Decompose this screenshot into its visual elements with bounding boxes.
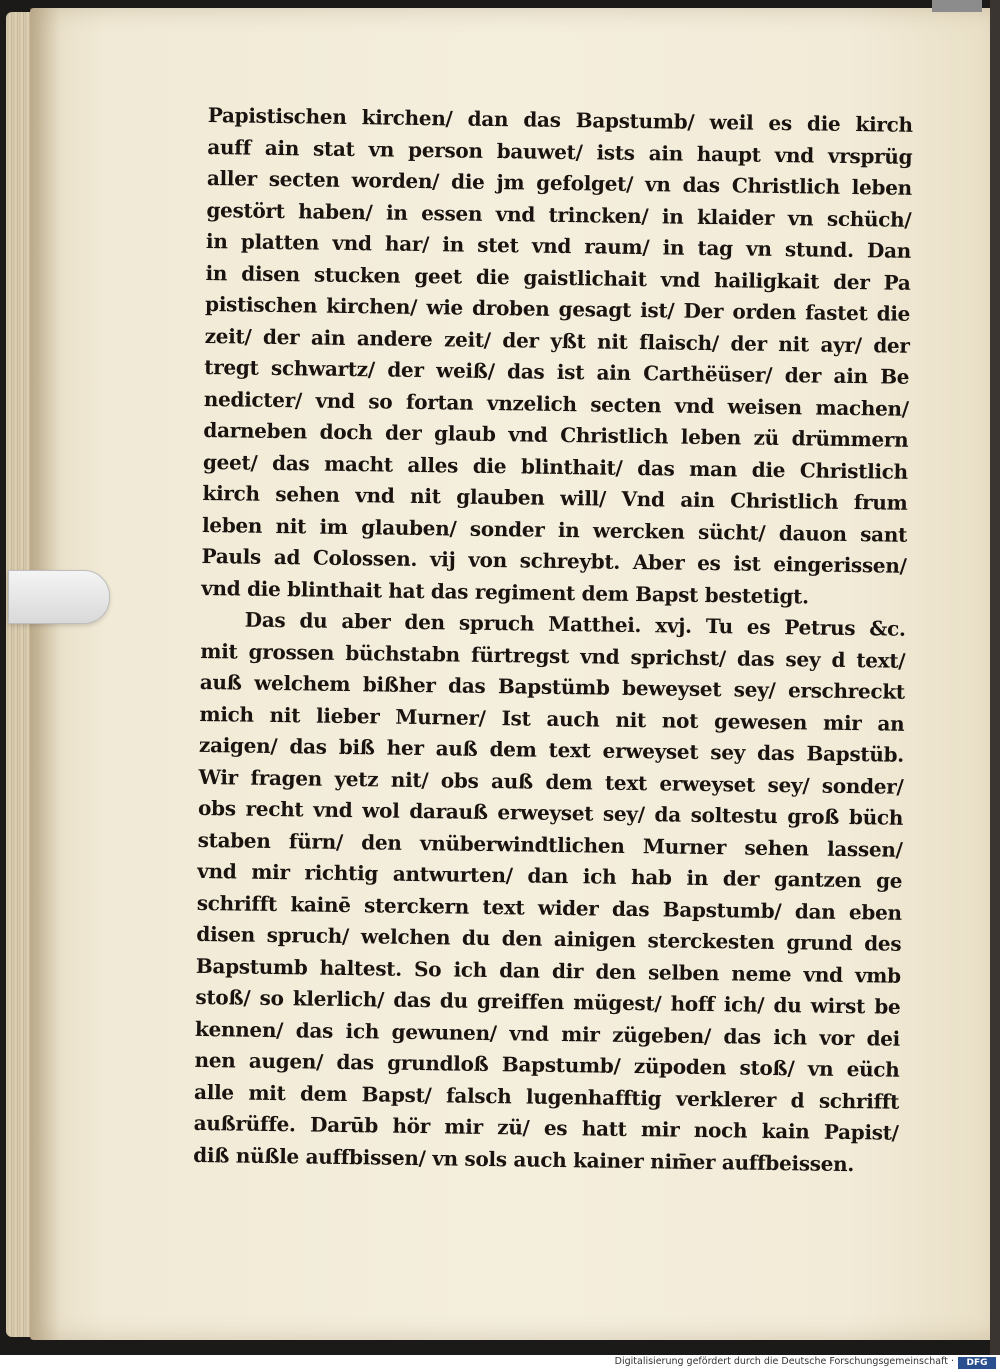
text-line: Papistischen kirchen/ dan das Bapstumb/ weil es die kirch bbox=[207, 102, 913, 137]
text-line: disen spruch/ welchen du den ainigen sterckesten grund des bbox=[196, 921, 902, 956]
text-line: außrüffe. Darūb hör mir zü/ es hatt mir noch kain Papist/ bbox=[193, 1110, 899, 1145]
text-line: stoß/ so klerlich/ das du greiffen mügest/ hoff ich/ du wirst be bbox=[195, 984, 901, 1019]
text-line: Wir fragen yetz nit/ obs auß dem text erweyset sey/ sonder/ bbox=[198, 764, 904, 799]
text-line: staben fürn/ den vnüberwindtlichen Murner sehen lassen/ bbox=[197, 827, 903, 862]
text-line: schrifft kainē sterckern text wider das Bapstumb/ dan eben bbox=[196, 890, 902, 925]
text-line: auß welchem bißher das Bapstümb beweyset sey/ erschreckt bbox=[199, 669, 905, 704]
text-line: gestört haben/ in essen vnd trincken/ in klaider vn schüch/ bbox=[206, 197, 912, 232]
text-line: pistischen kirchen/ wie droben gesagt ist/ Der orden fastet die bbox=[204, 291, 911, 326]
dfg-logo: DFG bbox=[958, 1357, 996, 1369]
text-line: zeit/ der ain andere zeit/ der yßt nit flaisch/ der nit ayr/ der bbox=[204, 323, 910, 358]
funding-credit: Digitalisierung gefördert durch die Deutsche Forschungsgemeinschaft · bbox=[614, 1356, 954, 1367]
text-line: Pauls ad Colossen. vij von schreybt. Aber es ist eingerissen/ bbox=[201, 543, 907, 578]
page-holder-clip bbox=[8, 570, 110, 624]
page-marker-tab bbox=[932, 0, 982, 12]
text-line: geet/ das macht alles die blinthait/ das man die Christlich bbox=[202, 449, 909, 484]
paragraph-1 bbox=[201, 100, 913, 614]
page-gutter-shadow bbox=[30, 8, 60, 1340]
text-line: darneben doch der glaub vnd Christlich leben zü drümmern bbox=[203, 417, 909, 452]
text-line: obs recht vnd wol darauß erweyset sey/ da soltestu groß büch bbox=[197, 795, 904, 830]
text-line: vnd mir richtig antwurten/ dan ich hab in der gantzen ge bbox=[197, 858, 903, 893]
text-line: leben nit im glauben/ sonder in wercken sücht/ dauon sant bbox=[201, 512, 908, 547]
text-line: auff ain stat vn person bauwet/ ists ain haupt vnd vrsprüg bbox=[207, 134, 913, 169]
text-line: zaigen/ das biß her auß dem text erweyset sey das Bapstüb. bbox=[198, 732, 905, 767]
text-line: vnd die blinthait hat das regiment dem Bapst bestetigt. bbox=[201, 575, 809, 608]
text-line: mich nit lieber Murner/ Ist auch nit not gewesen mir an bbox=[199, 701, 905, 736]
text-line: nen augen/ das grundloß Bapstumb/ züpoden stoß/ vn eüch bbox=[194, 1047, 900, 1082]
paragraph-2 bbox=[193, 604, 906, 1181]
text-line: in platten vnd har/ in stet vnd raum/ in tag vn stund. Dan bbox=[205, 228, 912, 263]
text-line: in disen stucken geet die gaistlichait vnd hailigkait der Pa bbox=[205, 260, 911, 295]
text-line: mit grossen büchstabn fürtregst vnd sprichst/ das sey d text/ bbox=[200, 638, 906, 673]
text-line: nedicter/ vnd so fortan vnzelich secten vnd weisen machen/ bbox=[203, 386, 909, 421]
text-line: aller secten worden/ die jm gefolget/ vn das Christlich leben bbox=[206, 165, 913, 200]
text-line: tregt schwartz/ der weiß/ das ist ain Carthëüser/ der ain Be bbox=[204, 354, 910, 389]
text-line: kennen/ das ich gewunen/ vnd mir zügeben/ das ich vor dei bbox=[194, 1016, 901, 1051]
text-line: Bapstumb haltest. So ich dan dir den selben neme vnd vmb bbox=[195, 953, 902, 988]
book-cover-edge bbox=[990, 0, 1000, 1355]
text-line: diß nüßle auffbissen/ vn sols auch kainer nim̄er auffbeissen. bbox=[193, 1142, 855, 1176]
text-line: kirch sehen vnd nit glauben will/ Vnd ain Christlich frum bbox=[202, 480, 908, 515]
text-line: Das du aber den spruch Matthei. xvj. Tu es Petrus &c. bbox=[244, 607, 906, 641]
text-line: alle mit dem Bapst/ falsch lugenhafftig verklerer d schrifft bbox=[193, 1079, 900, 1114]
printed-text bbox=[193, 100, 913, 1181]
funding-footer bbox=[0, 1355, 1000, 1371]
